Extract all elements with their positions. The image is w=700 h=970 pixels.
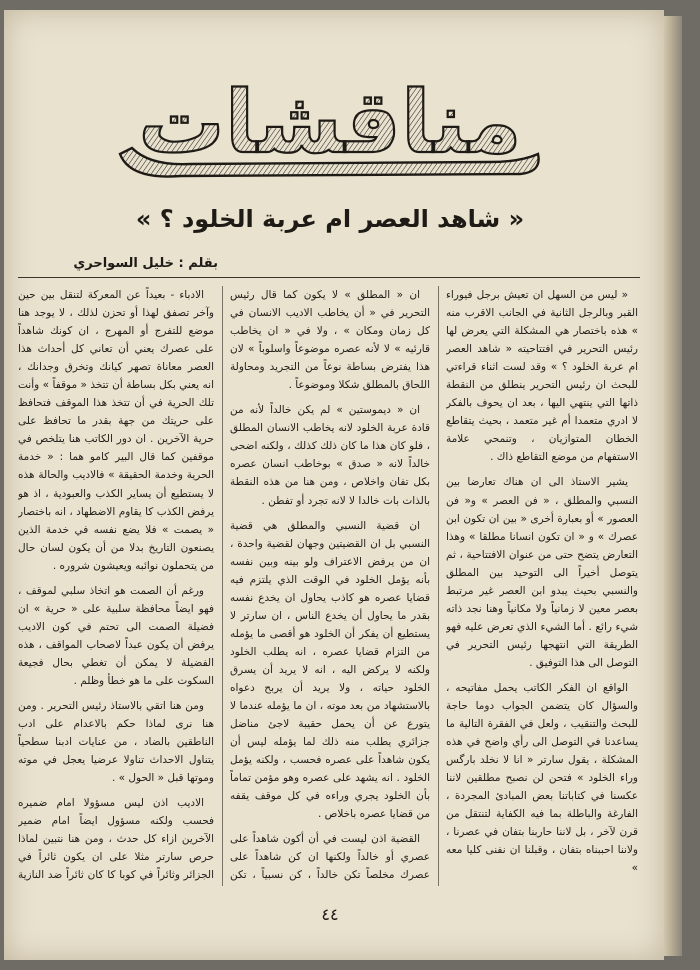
article-title: « شاهد العصر ام عربة الخلود ؟ » — [135, 205, 525, 233]
column-divider — [222, 286, 223, 886]
paragraph: ومن هنا اتقي بالاستاذ رئيس التحرير . ومن هنا نرى لماذا حكم بالاعدام على ادب الناطقين بالضاد ، من عنايات ادبنا سطحياً يتناول الاحداث تناولا عرضيا يعجل في موته وموتها قبل « الحول » . — [18, 700, 214, 785]
paragraph: « ليس من السهل ان تعيش برجل فيوراء القبر وبالرجل الثانية في الجانب الاقرب منه » هذه باختصار هي المشكلة التي يعرض لها رئيس التحرير في افتتاحيته « شاهد العصر ام عربة الخلود ؟ » وقد لست اثناء قراءتي للبحث ان رئيس التحرير ينطلق من النقطة ذاتها التي ينتهي اليها ، بعد ان يحوف بالفكر لا ادري متعمدا أم غير متعمد ، بحيث يتقاطع الخطان المتوازيان ، وتنمحي علامة الاستفهام من موضع التقاطع ذاك . — [446, 289, 638, 464]
paragraph: ورغم أن الصمت هو اتخاذ سلبي لموقف ، فهو ايضاً محافظة سلبية على « حرية » ان فضيلة الصمت الى تحتم في كون الاديب يرفض أن يكون عبداً لاصحاب المواقف ، هذه الفضيلة لا يمكن أن تغطي بحال فجيعة السكوت على ما هو خطأ وظلم . — [18, 584, 214, 687]
page-number: ٤٤ — [321, 905, 339, 924]
header-rule — [18, 277, 640, 278]
paragraph: ان قضية النسبي والمطلق هي قضية النسبي بل ان القضيتين وجهان لقضية واحدة ، ان من يرفض الاعتراف ولو بينه وبين نفسه بأنه يؤمل الخلود في الوقت الذي يلتزم فيه قضايا عصره هو كاذب يحاول ان يخدع نفسه بقدر ما يحاول أن يخدع الناس ، ان سارتر لا يستطيع أن يفكر أن الخلود هو أقصى ما يؤمله من التزام قضايا عصره ، انه يطلب الخلود ولكنه لا يركض اليه ، انه لا يريد أن يسرق الخلود حياته ، ولا يريد أن يربح دعواه بالاستشهاد من بعد موته ، ان ما يؤمله عندما لا يتورع عن أن يحمل حقيبة لاجئ مناضل جزائري يطلب منه ذلك لما يؤمله ليس أن يكون شاهداً على عصره فحسب ، ولكنه يؤمل الخلود . انه يشهد على عصره وهو مؤمن تماماً بأن الخلود يجري وراءه في كل موقف يقفه من قضايا عصره باخلاص . — [230, 519, 430, 821]
column-divider — [438, 286, 439, 886]
masthead-logo — [110, 58, 550, 183]
masthead-title: مناقشات — [138, 73, 522, 173]
column-right — [446, 286, 638, 886]
column-middle — [230, 286, 430, 886]
paragraph: ان « ديموستين » لم يكن خالداً لأنه من قادة عربة الخلود لانه يخاطب الانسان المطلق ، فلو كان هذا ما كان ذلك كذلك ، ولكنه اضحى خالداً لانه « صدق » بوخاطب انسان عصره بكل تفان واخلاص ، ومن هنا من هذه النقطة بالذات بات خالدا لا لانه تجرد أو تفطن . — [230, 404, 430, 507]
paragraph — [446, 885, 638, 887]
paragraph: القضية اذن ليست في أن أكون شاهداً على عصري أو خالداً ولكنها ان كن شاهداً على عصرك مخلصاً تكن خالداً ، كن نسبياً ، تكن — [230, 833, 430, 882]
page-stack-edge — [664, 16, 682, 956]
paragraph: يشير الاستاذ الى ان هناك تعارضا بين النسبي والمطلق ، « فن العصر » و« فن العصور » أو بعبارة أخرى « بين ان تكون ابن عصرك » و « ان تكون انسانا مطلقا » وهذا التعارض يتضح حتى من عنوان الافتتاحية ، ثم يتوصل أخيراً الى التوحيد بين المطلق والنسبي بحيث يبدو ابن العصر غير مرتبط بعصر معين لا زمانياً ولا مكانياً وهنا نجد ذاته شيء رائع . أما الشيء الذي تعرض عليه فهو الطريقة التي انتهجها رئيس التحرير في التوصل الى هذا التوفيق . — [446, 476, 638, 669]
paragraph: الواقع ان الفكر الكاتب يحمل مفاتيحه ، والسؤال كان يتضمن الجواب دوما حاجة للبحث والتنقيب ، ولعل في الفقرة التالية ما يساعدنا في التوصل الى رأي واضح في هذه المشكلة ، يقول سارتر « انا لا نخلد بارگس وراء الخلود » فتحن لن نصبح مطلقين لاننا عكسنا في كتاباتنا بعض المبادئ المجردة ، الفارغة والباطلة بما فيه الكفاية لتنتقل من قرن لآخر ، بل لاننا حاربنا بتفان في عصرنا ، ولاننا احببناه بتفان ، وقبلنا ان نفنى كليا معه » — [446, 681, 638, 875]
column-left — [18, 286, 214, 886]
paragraph: ان « المطلق » لا يكون كما قال رئيس التحرير في « أن يخاطب الاديب الانسان في كل زمان ومكان » ، ولا في « ان يخاطب قارئيه » لا لأنه عصره موضوعاً واسلوباً » لان هذا يفترض بساطة نوعاً من التجريد ومحاولة اللحاق بالمطلق شكلا وموضوعاً . — [230, 289, 430, 392]
paragraph: الادباء - بعيداً عن المعركة لتنقل بين حين وآخر تصفق لهذا أو تحزن لذلك ، لا يوجد هنا موضع للتفرج أو المهرج ، ان كونك شاهداً على عصرك يعني أن تعاني كل أحداث هذا العصر معاناة تصهر كيانك وتخرق وجدانك ، انه يعني بكل بساطة أن تتخذ « موقفاً » وأنت تلك الحرية في أن تتخذ هذا الموقف فتحافظ على حريتك من جهة بقدر ما تحافظ على حرية الآخرين . ان دور الكاتب هنا يتلخص في موقفين كما قال البير كامو هما : « خدمة الحرية وخدمة الحقيقة » فالاديب والحالة هذه لا يستطيع أن يساير الكذب والعبودية ، اذ هو يرفض الكذب كا يقاوم الاضطهاد ، انه باختصار « يصمت » فلا يضع نفسه في خدمة الذين يصنعون التاريخ بدلا من أن يكون لسان حال من يتحملون نوائبه ويعيشون شروره . — [18, 289, 214, 572]
paragraph: الاديب اذن ليس مسؤولا امام ضميره فحسب ولكنه مسؤول ايضاً امام ضمير الآخرين ازاء كل حدث ، ومن هنا نتبين لماذا حرص سارتر مثلا على ان يكون ثائراً في الجزائر وثائراً في كوبا كا كان ثائراً ضد النازية — [18, 797, 214, 882]
author-byline: بقلم : خليل السواحري — [73, 256, 218, 271]
